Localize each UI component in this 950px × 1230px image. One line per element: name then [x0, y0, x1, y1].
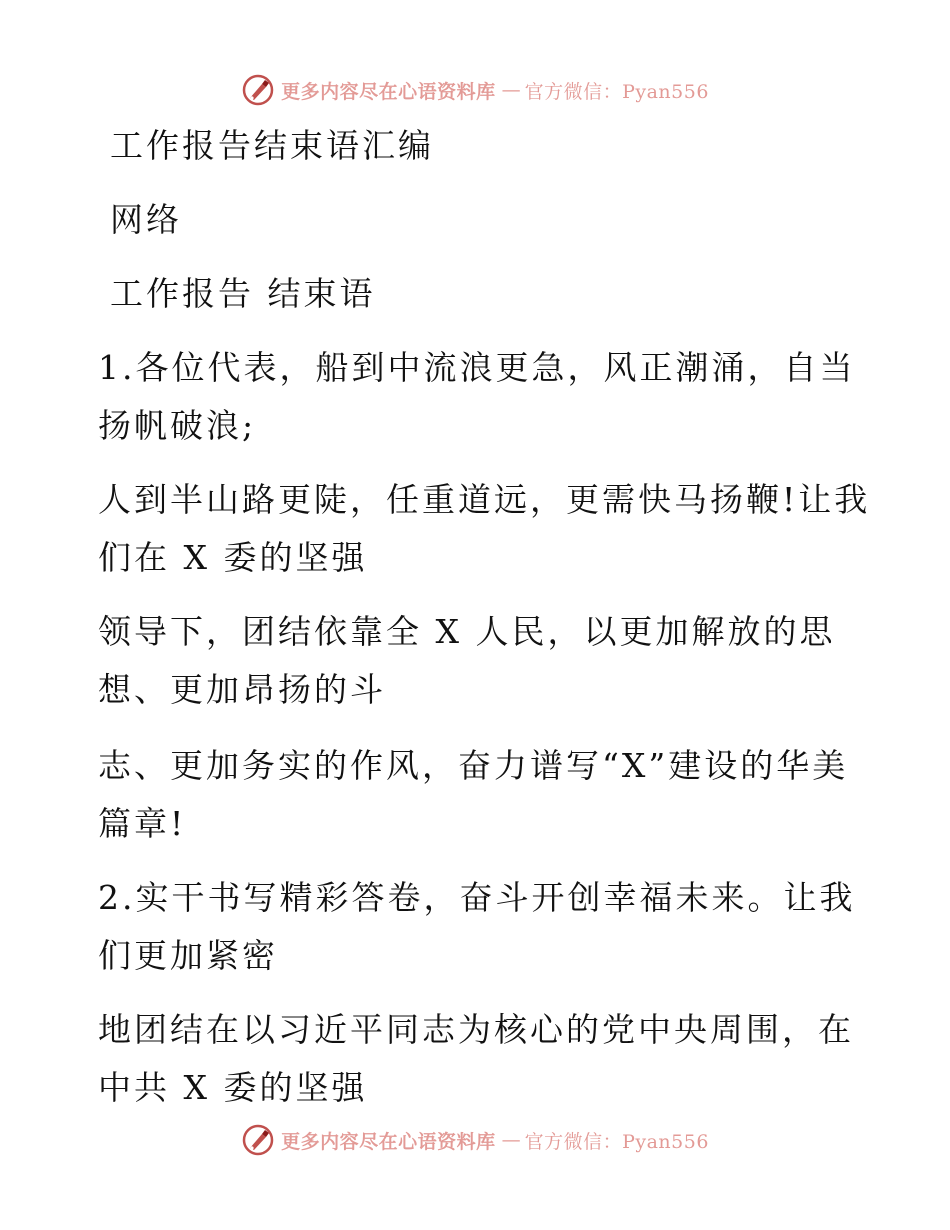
document-tags: 工作报告 结束语 [110, 274, 376, 313]
pen-nib-logo-icon [241, 1123, 275, 1157]
watermark-text: 更多内容尽在心语资料库 [281, 80, 496, 103]
watermark-dash: — [501, 1129, 519, 1151]
watermark-dash: — [501, 79, 519, 101]
watermark-wechat: 官方微信：Pyan556 [524, 80, 709, 103]
watermark-text: 更多内容尽在心语资料库 [281, 1130, 496, 1153]
paragraph-line: 1.各位代表，船到中流浪更急，风正潮涌，自当 [98, 348, 856, 387]
paragraph-line: 人到半山路更陡，任重道远，更需快马扬鞭!让我 [98, 480, 871, 519]
paragraph-line: 领导下，团结依靠全 X 人民，以更加解放的思 [98, 612, 836, 651]
document-title: 工作报告结束语汇编 [110, 126, 434, 165]
paragraph-line: 2.实干书写精彩答卷，奋斗开创幸福未来。让我 [98, 878, 856, 917]
paragraph-line: 志、更加务实的作风，奋力谱写“X”建设的华美 [98, 746, 849, 785]
paragraph-line: 地团结在以习近平同志为核心的党中央周围，在 [98, 1010, 854, 1049]
paragraph-line: 扬帆破浪; [98, 406, 257, 445]
paragraph-line: 们在 X 委的坚强 [98, 538, 368, 577]
paragraph-line: 想、更加昂扬的斗 [98, 670, 386, 709]
paragraph-line: 中共 X 委的坚强 [98, 1068, 368, 1107]
footer-watermark [0, 1120, 950, 1160]
document-source: 网络 [110, 200, 182, 239]
pen-nib-logo-icon [241, 73, 275, 107]
header-watermark [0, 70, 950, 110]
watermark-wechat: 官方微信：Pyan556 [524, 1130, 709, 1153]
paragraph-line: 篇章! [98, 804, 187, 843]
paragraph-line: 们更加紧密 [98, 936, 278, 975]
